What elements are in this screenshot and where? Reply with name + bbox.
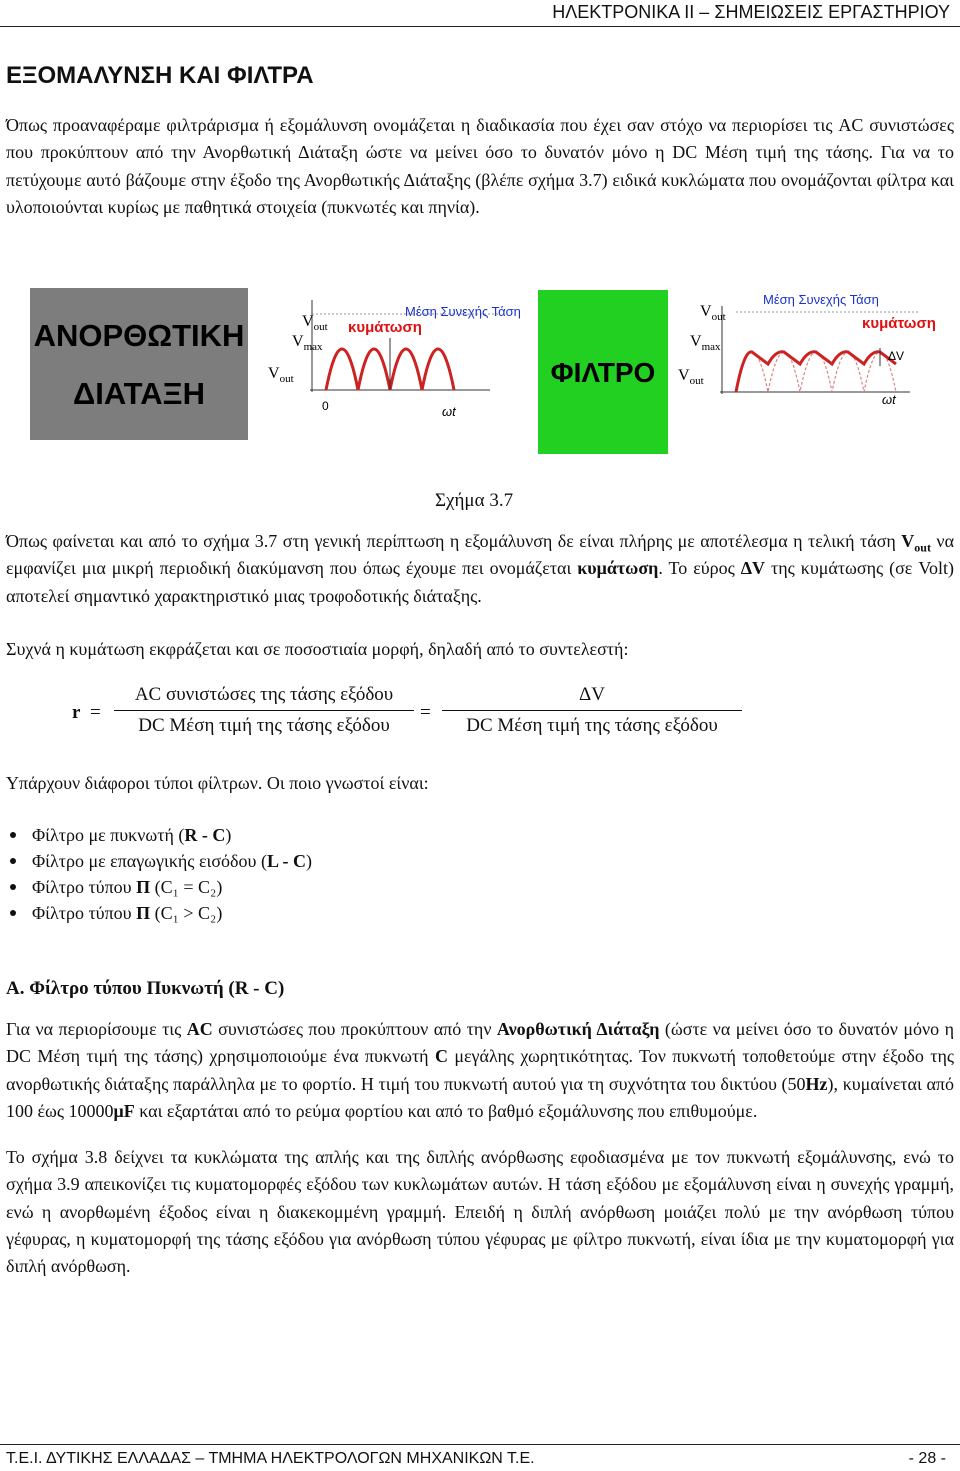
formula-numerator-2: ΔV	[442, 684, 742, 711]
filter-types-list	[6, 822, 312, 926]
filter-label: ΦΙΛΤΡΟ	[550, 357, 656, 388]
formula-eq-2: =	[420, 702, 431, 723]
filter-types-intro: Υπάρχουν διάφοροι τύποι φίλτρων. Οι ποιο γνωστοί είναι:	[6, 773, 429, 793]
rectifier-label-2: ΔΙΑΤΑΞΗ	[72, 376, 206, 411]
left-dc-label: Μέση Συνεχής Τάση	[405, 304, 521, 319]
left-vout-top: $V_{out}$	[302, 313, 328, 333]
ripple-paragraph: Όπως φαίνεται και από το σχήμα 3.7 στη γενική περίπτωση η εξομάλυνση δε είναι πλήρης με αποτέλεσμα η τελική τάση $V_{out}$ να εμφανίζει μια μικρή περιοδική διακύμανση που όπως έχουμε πει ονομάζεται κυμάτωση. Το εύρος ΔV της κυμάτωσης (σε Volt) αποτελεί σημαντικό χαρακτηριστικό μιας τροφοδοτικής διάταξης.	[6, 531, 955, 606]
footer-text: Τ.Ε.Ι. ΔΥΤΙΚΗΣ ΕΛΛΑΔΑΣ – ΤΜΗΜΑ ΗΛΕΚΤΡΟΛΟΓΩΝ ΜΗΧΑΝΙΚΩΝ Τ.Ε.	[6, 1450, 535, 1467]
header-rule	[0, 26, 960, 27]
delta-v-label: ΔV	[888, 349, 905, 363]
running-header: ΗΛΕΚΤΡΟΝΙΚΑ ΙΙ – ΣΗΜΕΙΩΣΕΙΣ ΕΡΓΑΣΤΗΡΙΟΥ	[552, 2, 950, 22]
formula-denominator-1: DC Μέση τιμή της τάσης εξόδου	[138, 715, 390, 736]
left-ripple-label: κυμάτωση	[348, 319, 422, 336]
formula-fraction-2	[442, 684, 742, 737]
left-vout-side: $V_{out}$	[268, 365, 294, 385]
footer-rule	[0, 1444, 960, 1445]
right-vout-top: $V_{out}$	[700, 303, 726, 323]
right-vout-side: $V_{out}$	[678, 367, 704, 387]
formula-fraction-1	[114, 684, 414, 737]
right-ripple-label: κυμάτωση	[862, 315, 936, 332]
right-dc-label: Μέση Συνεχής Τάση	[763, 292, 879, 307]
intro-paragraph: Όπως προαναφέραμε φιλτράρισμα ή εξομάλυνση ονομάζεται η διαδικασία που έχει σαν στόχο να περιορίσει τις AC συνιστώσες που προκύπτουν από την Ανορθωτική Διάταξη ώστε να μείνει όσο το δυνατόν μόνο η DC Μέση τιμή της τάσης. Για να το πετύχουμε αυτό βάζουμε στην έξοδο της Ανορθωτικής Διάταξης (βλέπε σχήμα 3.7) ειδικά κυκλώματα που ονομάζονται φίλτρα και υλοποιούνται κυρίως με παθητικά στοιχεία (πυκνωτές και πηνία).	[6, 115, 954, 217]
left-vmax: $V_{max}$	[292, 333, 323, 353]
formula-numerator-1: AC συνιστώσες της τάσης εξόδου	[114, 684, 414, 711]
formula-eq-1: =	[90, 702, 101, 723]
list-item: Φίλτρο με πυκνωτή (R - C)	[6, 822, 312, 848]
filtered-wave	[736, 352, 896, 392]
list-item: Φίλτρο τύπου Π (C₁ > C₂)	[6, 900, 312, 926]
rectified-waveform-plot	[268, 300, 521, 419]
list-item: Φίλτρο με επαγωγικής εισόδου (L - C)	[6, 848, 312, 874]
formula-lhs: r	[72, 702, 81, 723]
left-zero-label: 0	[322, 399, 329, 413]
page-number: - 28 -	[908, 1450, 946, 1467]
filtered-waveform-plot	[678, 292, 936, 407]
rectifier-label-1: ΑΝΟΡΘΩΤΙΚΗ	[33, 318, 245, 353]
section-title: ΕΞΟΜΑΛΥΝΣΗ ΚΑΙ ΦΙΛΤΡΑ	[6, 62, 314, 89]
capacitor-filter-paragraph: Για να περιορίσουμε τις AC συνιστώσες που προκύπτουν από την Ανορθωτική Διάταξη (ώστε να μείνει όσο το δυνατόν μόνο η DC Μέση τιμή της τάσης) χρησιμοποιούμε ένα πυκνωτή C μεγάλης χωρητικότητας. Τον πυκνωτή τοποθετούμε στην έξοδο της ανορθωτικής διάταξης παράλληλα με το φορτίο. Η τιμή του πυκνωτή αυτού για τη συχνότητα του δικτύου (50Hz), κυμαίνεται από 100 έως 10000μF και εξαρτάται από το ρεύμα φορτίου και από το βαθμό εξομάλυνσης που επιθυμούμε.	[6, 1019, 954, 1121]
figure-caption: Σχήμα 3.7	[435, 490, 514, 511]
ripple-factor-intro: Συχνά η κυμάτωση εκφράζεται και σε ποσοστιαία μορφή, δηλαδή από το συντελεστή:	[6, 639, 629, 659]
ripple-factor-formula	[72, 684, 772, 744]
formula-denominator-2: DC Μέση τιμή της τάσης εξόδου	[466, 715, 718, 736]
waveforms-paragraph: Το σχήμα 3.8 δείχνει τα κυκλώματα της απλής και της διπλής ανόρθωσης εφοδιασμένα με τον πυκνωτή εξομάλυνσης, ενώ το σχήμα 3.9 απεικονίζει τις κυματομορφές εξόδου των κυκλωμάτων αυτών. Η τάση εξόδου με εξομάλυνση είναι η συνεχής γραμμή, ενώ η ανορθωμένη έξοδος είναι η διακεκομμένη γραμμή. Επειδή η διπλή ανόρθωση μοιάζει πολύ με την ανόρθωση τύπου γέφυρας, η κυματομορφή της τάσης εξόδου για ανόρθωση τύπου γέφυρας με φίλτρο πυκνωτή, είναι ίδια με την κυματομορφή για διπλή ανόρθωση.	[6, 1147, 954, 1277]
right-axis-label: ωt	[882, 392, 896, 407]
left-axis-label: ωt	[442, 404, 456, 419]
figure-3-7	[30, 280, 950, 460]
subheading: Α. Φίλτρο τύπου Πυκνωτή (R - C)	[6, 978, 285, 999]
rectifier-block	[30, 288, 248, 440]
list-item: Φίλτρο τύπου Π (C₁ = C₂)	[6, 874, 312, 900]
right-vmax: $V_{max}$	[690, 333, 721, 353]
